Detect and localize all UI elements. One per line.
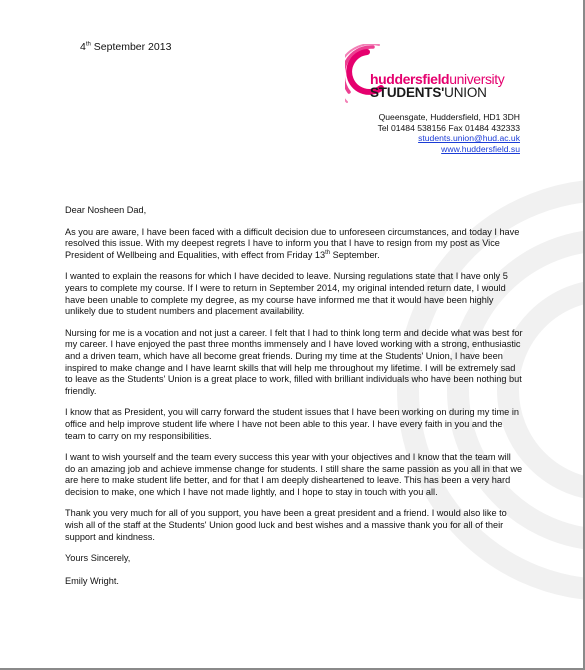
email-link[interactable]: students.union@hud.ac.uk [418, 133, 520, 144]
paragraph-1: As you are aware, I have been faced with a difficult decision due to unforeseen circumstances, and today I have resolved this issue. With my deepest regrets I have to inform you that I have to resign from my post as Vice President of Wellbeing and Equalities, with effect from Friday 13th September. [65, 226, 520, 260]
signature-block [65, 553, 523, 587]
letter-date: 4th September 2013 [80, 41, 172, 53]
website-link[interactable]: www.huddersfield.su [441, 143, 520, 154]
signature-name: Emily Wright. [65, 575, 119, 586]
sender-address [378, 112, 520, 154]
logo-wordmark-line1: huddersfielduniversity [370, 71, 505, 87]
paragraph-2: I wanted to explain the reasons for which I have decided to leave. Nursing regulations state that I have only 5 years to complete my course. If I were to return in September 2014, my original intended return date, I would have been unable to complete my degree, as my course have informed me that it would have been highly unlikely due to student numbers and placement availability. [65, 271, 508, 317]
paragraph-3: Nursing for me is a vocation and not just a career. I felt that I had to think long term and decide what was best for my career. I have enjoyed the past three months immensely and I have loved working with a strong, enthusiastic and a driven team, which have all become great friends. During my time at the Students' Union, I have been inspired to make change and I have learnt skills that will help me throughout my lifetime. I will be extremely sad to leave as the Students' Union is a great place to work, filled with brilliant individuals who have been nothing but friendly. [65, 327, 523, 396]
closing: Yours Sincerely, [65, 553, 131, 564]
paragraph-5: I want to wish yourself and the team every success this year with your objectives and I know that the team will do an amazing job and achieve immense change for students. I still share the same passion as you all in that we are here to make student life better, and for that I am deeply disheartened to leave. This has been a very hard decision to make, one which I have not made lightly, and I hope to stay in touch with you all. [65, 452, 523, 497]
salutation: Dear Nosheen Dad, [65, 205, 147, 215]
paragraph-4: I know that as President, you will carry forward the student issues that I have been working on during my time in office and help improve student life where I have not been able to this year. I have every faith in you and the team to carry on my responsibilities. [65, 407, 519, 441]
address-street: Queensgate, Huddersfield, HD1 3DH [378, 112, 520, 122]
university-logo [345, 44, 530, 108]
address-phone-fax: Tel 01484 538156 Fax 01484 432333 [377, 122, 520, 133]
paragraph-6: Thank you very much for all of you support, you have been a great president and a friend. I would also like to wish all of the staff at the Students' Union good luck and best wishes and a massive thank you for all of their support and kindness. [65, 508, 507, 542]
letter-body [65, 205, 523, 598]
logo-wordmark-line2: STUDENTS'UNION [370, 85, 487, 100]
